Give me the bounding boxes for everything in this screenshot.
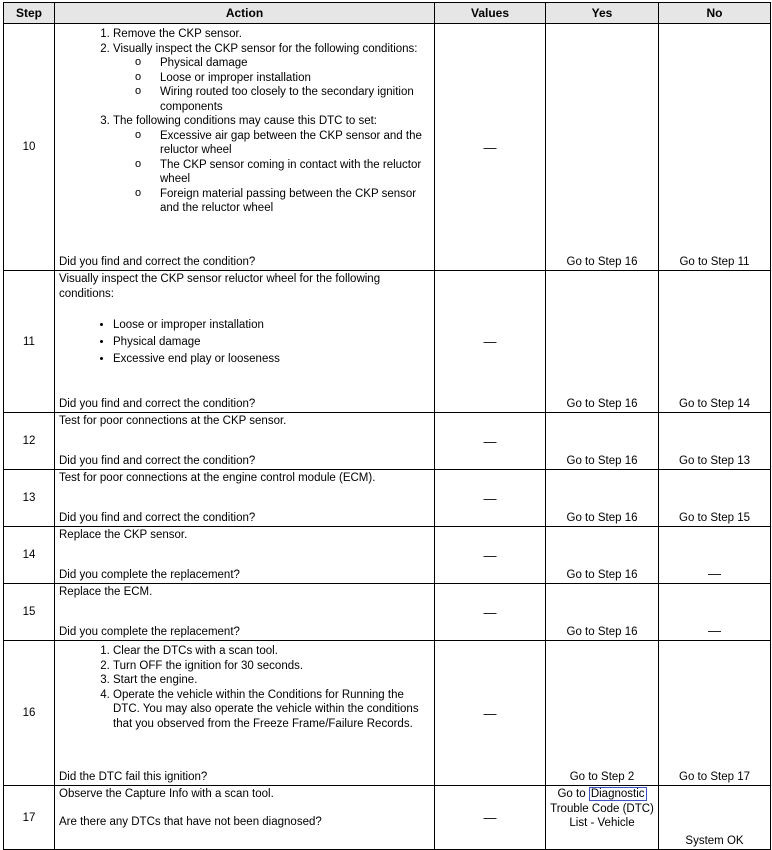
header-yes: Yes	[546, 3, 659, 24]
value-cell: —	[435, 271, 546, 413]
yes-link-rest[interactable]: Trouble Code (DTC) List - Vehicle	[550, 802, 654, 829]
action-step: 1. Remove the CKP sensor.	[113, 27, 430, 42]
no-cell: Go to Step 15	[659, 470, 771, 527]
list-item: o Physical damage	[135, 56, 430, 71]
table-row-step-12	[4, 413, 771, 470]
header-values: Values	[435, 3, 546, 24]
yes-cell: Go to Step 16	[546, 413, 659, 470]
action-cell	[55, 527, 435, 584]
list-item: o Wiring routed too closely to the secondary ignition components	[135, 85, 430, 114]
no-cell: Go to Step 11	[659, 24, 771, 271]
value-cell: —	[435, 470, 546, 527]
step-number: 11	[4, 271, 55, 413]
yes-prefix: Go to	[557, 788, 586, 800]
header-row	[4, 3, 771, 24]
condition-list	[59, 317, 430, 368]
condition-list	[113, 129, 430, 216]
action-step: 4. Operate the vehicle within the Conditions for Running the DTC. You may also operate the vehicle within the conditions that you observed from the Freeze Frame/Failure Records.	[113, 688, 430, 732]
header-step: Step	[4, 3, 55, 24]
list-item: • Physical damage	[113, 334, 430, 351]
table-row-step-16	[4, 641, 771, 786]
yes-cell: Go to Step 16	[546, 271, 659, 413]
action-intro: Test for poor connections at the CKP sensor.	[59, 415, 287, 427]
yes-cell: Go to Step 16	[546, 470, 659, 527]
no-cell: Go to Step 13	[659, 413, 771, 470]
action-cell	[55, 641, 435, 786]
diagnostic-table	[3, 2, 771, 850]
action-cell	[55, 470, 435, 527]
action-cell	[55, 271, 435, 413]
table-row-step-15	[4, 584, 771, 641]
value-cell: —	[435, 527, 546, 584]
yes-cell: Go to Step 16	[546, 527, 659, 584]
action-step: 3. Start the engine.	[113, 673, 430, 688]
table-row-step-10	[4, 24, 771, 271]
step-number: 17	[4, 786, 55, 850]
action-cell	[55, 584, 435, 641]
no-cell: —	[659, 527, 771, 584]
action-cell	[55, 786, 435, 850]
action-question: Did you find and correct the condition?	[59, 398, 256, 410]
yes-cell: Go to Step 16	[546, 24, 659, 271]
value-cell: —	[435, 584, 546, 641]
no-cell: Go to Step 17	[659, 641, 771, 786]
table-row-step-14	[4, 527, 771, 584]
header-action: Action	[55, 3, 435, 24]
action-intro: Replace the CKP sensor.	[59, 529, 188, 541]
step-number: 13	[4, 470, 55, 527]
value-cell: —	[435, 24, 546, 271]
step-number: 14	[4, 527, 55, 584]
action-steps	[59, 644, 430, 731]
table-row-step-13	[4, 470, 771, 527]
action-question: Did you find and correct the condition?	[59, 256, 256, 268]
action-cell	[55, 24, 435, 271]
list-item: o Foreign material passing between the CKP sensor and the reluctor wheel	[135, 187, 430, 216]
table-row-step-17	[4, 786, 771, 850]
list-item: o Loose or improper installation	[135, 71, 430, 86]
table-row-step-11	[4, 271, 771, 413]
action-step: 2. Turn OFF the ignition for 30 seconds.	[113, 659, 430, 674]
yes-cell	[546, 786, 659, 850]
yes-cell: Go to Step 2	[546, 641, 659, 786]
action-question: Did you find and correct the condition?	[59, 455, 256, 467]
action-question: Did you find and correct the condition?	[59, 512, 256, 524]
action-step: 3. The following conditions may cause this DTC to set: o Excessive air gap between the CKP sensor and the reluctor wheel o The CKP sensor coming in contact with the reluctor wheel o Foreign material passing between the CKP sensor and the reluctor wheel	[113, 114, 430, 216]
no-cell: System OK	[659, 786, 771, 850]
dtc-list-link[interactable]: Diagnostic	[590, 788, 645, 800]
action-intro: Visually inspect the CKP sensor reluctor wheel for the following conditions:	[59, 273, 381, 300]
action-question: Did you complete the replacement?	[59, 626, 240, 638]
list-item: • Excessive end play or looseness	[113, 351, 430, 368]
action-steps	[59, 27, 430, 216]
header-no: No	[659, 3, 771, 24]
list-item: • Loose or improper installation	[113, 317, 430, 334]
condition-list	[113, 56, 430, 114]
no-cell: Go to Step 14	[659, 271, 771, 413]
action-intro: Test for poor connections at the engine control module (ECM).	[59, 472, 376, 484]
step-number: 16	[4, 641, 55, 786]
value-cell: —	[435, 413, 546, 470]
yes-cell: Go to Step 16	[546, 584, 659, 641]
value-cell: —	[435, 641, 546, 786]
list-item: o The CKP sensor coming in contact with the reluctor wheel	[135, 158, 430, 187]
value-cell: —	[435, 786, 546, 850]
action-step: 1. Clear the DTCs with a scan tool.	[113, 644, 430, 659]
action-intro: Replace the ECM.	[59, 586, 153, 598]
step-number: 12	[4, 413, 55, 470]
step-number: 15	[4, 584, 55, 641]
action-question: Are there any DTCs that have not been diagnosed?	[59, 815, 322, 828]
action-question: Did the DTC fail this ignition?	[59, 771, 208, 783]
no-cell: —	[659, 584, 771, 641]
action-intro: Observe the Capture Info with a scan tool.	[59, 788, 274, 800]
action-question: Did you complete the replacement?	[59, 569, 240, 581]
list-item: o Excessive air gap between the CKP sensor and the reluctor wheel	[135, 129, 430, 158]
action-step: 2. Visually inspect the CKP sensor for the following conditions: o Physical damage o Loose or improper installation o Wiring routed too closely to the secondary ignition components	[113, 42, 430, 115]
step-number: 10	[4, 24, 55, 271]
action-cell	[55, 413, 435, 470]
